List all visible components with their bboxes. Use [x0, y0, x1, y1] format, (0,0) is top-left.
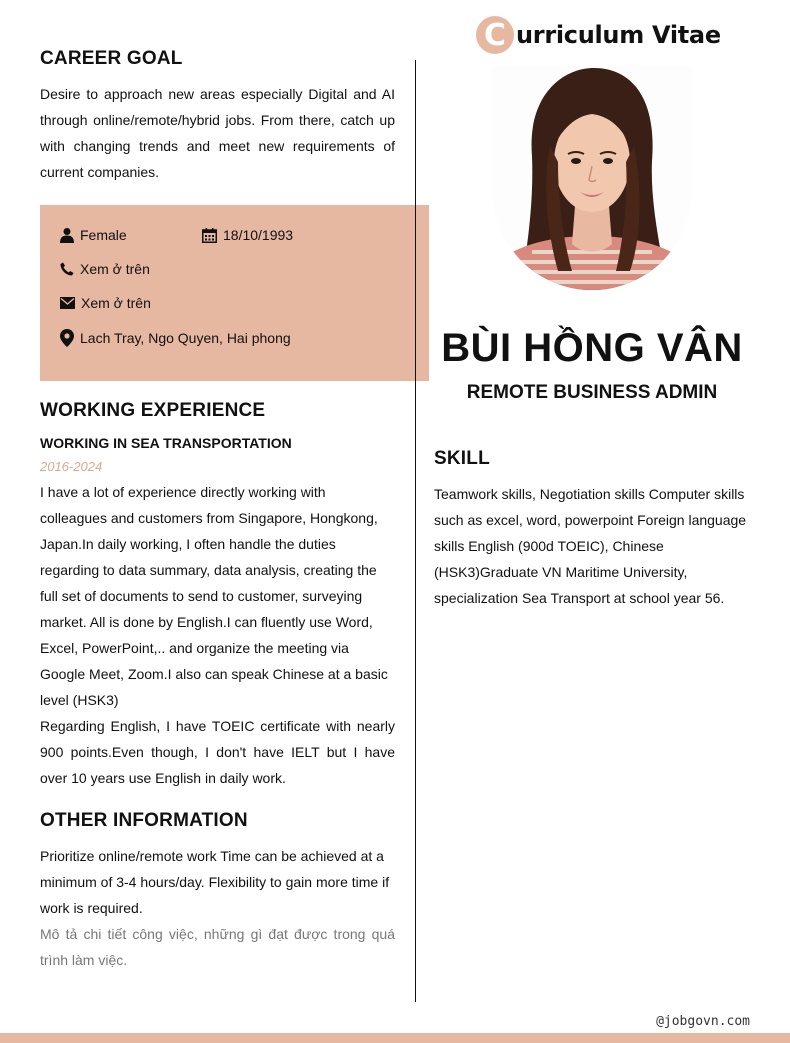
mail-icon: [60, 297, 75, 309]
email-value: Xem ở trên: [81, 295, 151, 311]
experience-description: I have a lot of experience directly working with colleagues and customers from Singapore, Hongkong, Japan.In daily working, I often handle the duties regarding to data summary, data analysis, creating the full set of documents to send to customer, surveying market. All is done by English.I can fluently use Word, Excel, PowerPoint,.. and organize the meeting via Google Meet, Zoom.I also can speak Chinese at a basic level (HSK3): [40, 484, 388, 708]
other-info-text: Prioritize online/remote work Time can be achieved at a minimum of 3-4 hours/day. Flexibility to gain more time if work is required.: [40, 848, 390, 916]
person-name: BÙI HỒNG VÂN: [441, 326, 743, 370]
location-pin-icon: [60, 329, 74, 347]
career-goal-text: Desire to approach new areas especially Digital and AI through online/remote/hybrid jobs. From there, catch up with changing trends and meet new requirements of current companies.: [40, 86, 395, 180]
personal-info-box: [40, 205, 429, 381]
watermark: @jobgovn.com: [656, 1014, 750, 1029]
experience-heading: WORKING EXPERIENCE: [40, 400, 266, 421]
address-value: Lach Tray, Ngo Quyen, Hai phong: [80, 330, 291, 346]
experience-english: Regarding English, I have TOEIC certificate with nearly 900 points.Even though, I don't have IELT but I have over 10 years use English in daily work.: [40, 718, 395, 786]
gender-value: Female: [80, 227, 127, 243]
phone-icon: [60, 262, 74, 276]
email-row: [60, 295, 151, 311]
other-info-heading: OTHER INFORMATION: [40, 810, 248, 831]
job-title: REMOTE BUSINESS ADMIN: [466, 382, 718, 403]
experience-role: WORKING IN SEA TRANSPORTATION: [40, 435, 292, 451]
career-goal-heading: CAREER GOAL: [40, 48, 183, 69]
person-icon: [60, 227, 74, 243]
cv-logo-letter: C: [476, 16, 514, 54]
profile-photo: [492, 66, 692, 290]
calendar-icon: [202, 228, 217, 243]
cv-logo-text: urriculum Vitae: [516, 21, 721, 49]
cv-logo: [476, 16, 721, 54]
experience-period: 2016-2024: [40, 459, 103, 474]
birthday-value: 18/10/1993: [223, 227, 294, 243]
birthday-row: [202, 227, 293, 243]
skill-heading: SKILL: [434, 448, 490, 469]
bottom-accent-bar: [0, 1033, 790, 1043]
other-info-placeholder: Mô tả chi tiết công việc, những gì đạt được trong quá trình làm việc.: [40, 926, 395, 968]
skill-text: Teamwork skills, Negotiation skills Computer skills such as excel, word, powerpoint Foreign language skills English (900d TOEIC), Chinese (HSK3)Graduate VN Maritime University, specialization Sea Transport at school year 56.: [434, 486, 747, 606]
gender-row: [60, 227, 127, 243]
address-row: [60, 329, 291, 347]
column-divider: [415, 60, 416, 1002]
phone-row: [60, 261, 150, 277]
phone-value: Xem ở trên: [80, 261, 150, 277]
